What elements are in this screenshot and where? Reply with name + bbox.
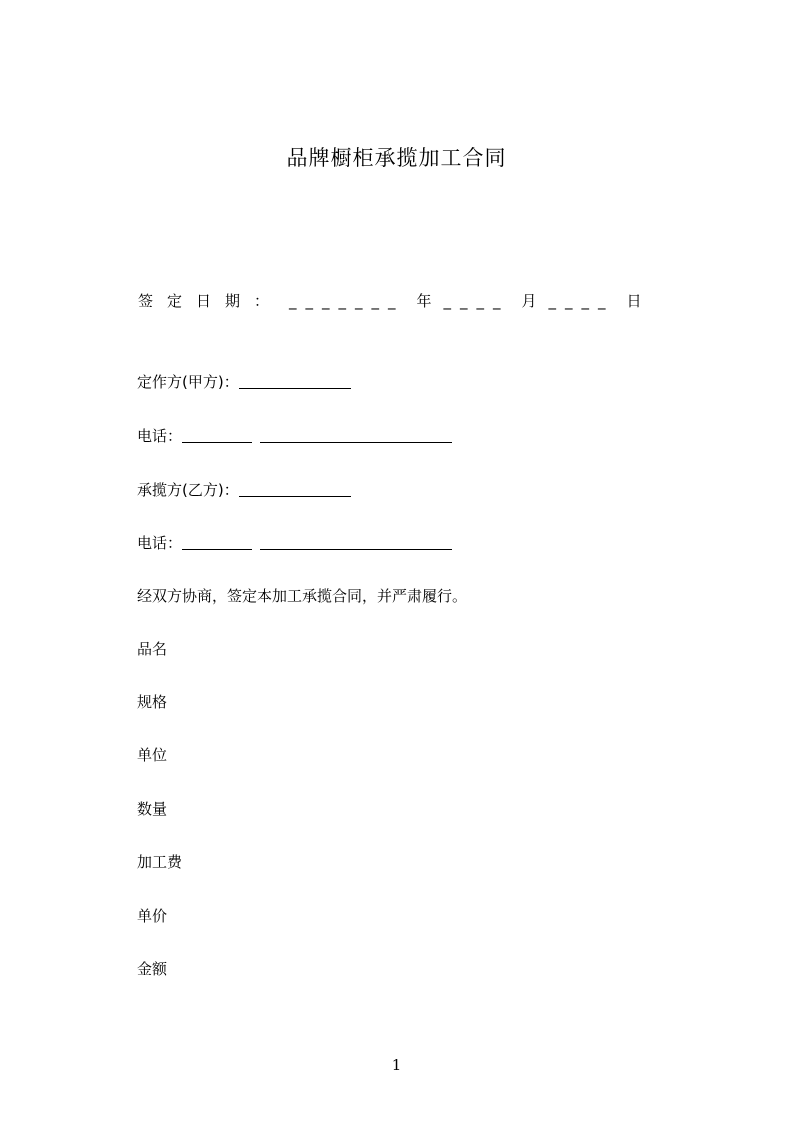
phone-a-label: 电话： (137, 427, 183, 445)
phone-b-blank-1 (182, 535, 252, 550)
field-amount: 金额 (137, 960, 168, 978)
party-b-line (137, 479, 351, 500)
sign-date-line (138, 290, 648, 311)
field-specification: 规格 (137, 693, 168, 711)
field-unit: 单位 (137, 746, 168, 764)
field-processing-fee: 加工费 (137, 853, 183, 871)
sign-date-label: 签定日期： (138, 292, 284, 310)
year-label: 年 (416, 292, 432, 310)
phone-a-blank-2 (260, 428, 452, 443)
field-unit-price: 单价 (137, 907, 168, 925)
document-title: 品牌橱柜承揽加工合同 (286, 146, 507, 170)
phone-a-line (137, 425, 452, 446)
year-blank: _______ (289, 292, 405, 310)
party-a-blank (239, 374, 351, 389)
field-quantity: 数量 (137, 800, 168, 818)
agreement-text: 经双方协商，签定本加工承揽合同，并严肃履行。 (137, 587, 468, 605)
phone-b-blank-2 (260, 535, 452, 550)
party-a-line (137, 371, 351, 392)
month-label: 月 (521, 292, 537, 310)
party-b-blank (239, 482, 351, 497)
page-number: 1 (391, 1056, 402, 1074)
phone-a-blank-1 (182, 428, 252, 443)
month-blank: ____ (443, 292, 510, 310)
party-b-label: 承揽方(乙方)： (137, 481, 239, 499)
field-product-name: 品名 (137, 640, 168, 658)
phone-b-line (137, 532, 452, 553)
day-label: 日 (626, 292, 642, 310)
day-blank: ____ (548, 292, 615, 310)
phone-b-label: 电话： (137, 534, 183, 552)
party-a-label: 定作方(甲方)： (137, 373, 239, 391)
